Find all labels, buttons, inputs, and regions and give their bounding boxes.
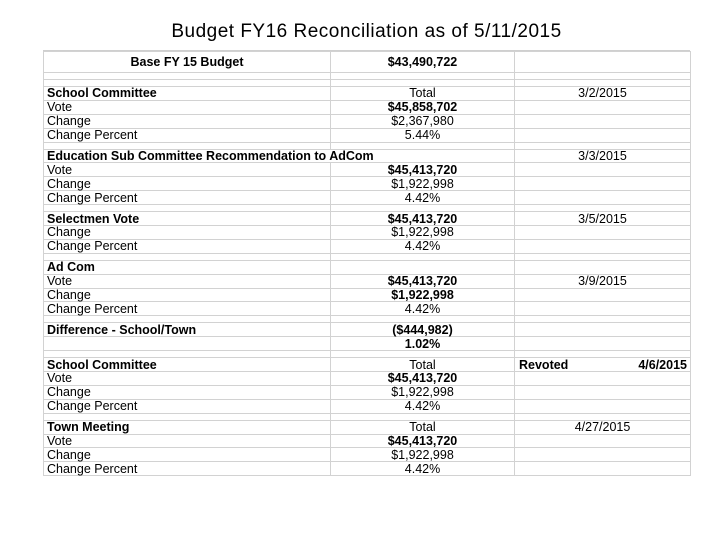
revoted-label: Revoted xyxy=(519,357,569,372)
row-date-cell[interactable]: 3/2/2015 xyxy=(515,87,691,101)
table-row xyxy=(44,149,691,163)
row-date-cell[interactable] xyxy=(515,399,691,413)
section-header-cell[interactable]: Difference - School/Town xyxy=(44,323,331,337)
table-row xyxy=(44,52,691,73)
row-date-cell[interactable] xyxy=(515,226,691,240)
row-date-cell[interactable] xyxy=(515,434,691,448)
row-label-cell[interactable]: Change xyxy=(44,226,331,240)
section-header-cell[interactable]: Education Sub Committee Recommendation to AdCom xyxy=(44,149,515,163)
row-label-cell[interactable]: Change xyxy=(44,114,331,128)
table-row xyxy=(44,100,691,114)
row-value-cell[interactable]: $1,922,998 xyxy=(331,288,515,302)
row-label-cell[interactable]: Change Percent xyxy=(44,239,331,253)
table-row xyxy=(44,434,691,448)
row-value-cell[interactable]: $1,922,998 xyxy=(331,177,515,191)
row-label-cell[interactable]: Change xyxy=(44,288,331,302)
table-row xyxy=(44,260,691,274)
row-value-cell[interactable]: Total xyxy=(331,358,515,372)
table-row xyxy=(44,142,691,149)
row-date-cell[interactable]: 3/3/2015 xyxy=(515,149,691,163)
row-value-cell[interactable]: $45,413,720 xyxy=(331,434,515,448)
empty-cell[interactable] xyxy=(331,142,515,149)
table-row xyxy=(44,372,691,386)
row-date-cell[interactable] xyxy=(515,100,691,114)
row-label-cell[interactable]: Vote xyxy=(44,274,331,288)
empty-cell[interactable] xyxy=(331,253,515,260)
row-date-cell[interactable] xyxy=(515,372,691,386)
row-value-cell[interactable]: Total xyxy=(331,87,515,101)
row-date-cell[interactable] xyxy=(515,337,691,351)
table-row xyxy=(44,337,691,351)
sheet-title: Budget FY16 Reconciliation as of 5/11/2015 xyxy=(43,14,690,51)
row-value-cell[interactable]: 4.42% xyxy=(331,302,515,316)
row-value-cell[interactable]: $45,413,720 xyxy=(331,212,515,226)
spreadsheet xyxy=(43,14,690,510)
table-row xyxy=(44,358,691,372)
table-row xyxy=(44,302,691,316)
table-row xyxy=(44,413,691,420)
table-row xyxy=(44,87,691,101)
table-row xyxy=(44,212,691,226)
empty-cell[interactable] xyxy=(331,413,515,420)
empty-cell[interactable] xyxy=(44,316,331,323)
row-value-cell[interactable]: 4.42% xyxy=(331,239,515,253)
section-header-cell[interactable]: Selectmen Vote xyxy=(44,212,331,226)
row-label-cell[interactable]: Change xyxy=(44,177,331,191)
table-row xyxy=(44,288,691,302)
table-row xyxy=(44,177,691,191)
table-row xyxy=(44,323,691,337)
row-date-cell[interactable] xyxy=(515,323,691,337)
row-date-cell[interactable] xyxy=(515,177,691,191)
table-row xyxy=(44,399,691,413)
table-row xyxy=(44,80,691,87)
empty-cell[interactable] xyxy=(331,80,515,87)
row-label-cell[interactable]: Change xyxy=(44,385,331,399)
empty-cell[interactable] xyxy=(515,413,691,420)
row-date-cell[interactable] xyxy=(515,448,691,462)
section-header-cell[interactable]: Ad Com xyxy=(44,260,331,274)
row-value-cell[interactable]: 4.42% xyxy=(331,191,515,205)
row-value-cell[interactable]: $45,858,702 xyxy=(331,100,515,114)
revoted-date: 4/6/2015 xyxy=(638,357,687,372)
row-value-cell[interactable]: 4.42% xyxy=(331,462,515,476)
table-row xyxy=(44,274,691,288)
row-date-cell[interactable] xyxy=(515,52,691,73)
empty-cell[interactable] xyxy=(515,80,691,87)
empty-cell[interactable] xyxy=(44,253,331,260)
table-row xyxy=(44,385,691,399)
row-value-cell[interactable]: $1,922,998 xyxy=(331,226,515,240)
table-row xyxy=(44,163,691,177)
row-value-cell[interactable]: $45,413,720 xyxy=(331,274,515,288)
empty-cell[interactable] xyxy=(44,73,331,80)
reconciliation-table xyxy=(43,51,691,476)
row-value-cell[interactable]: 1.02% xyxy=(331,337,515,351)
table-row xyxy=(44,448,691,462)
table-row xyxy=(44,191,691,205)
row-value-cell[interactable]: $43,490,722 xyxy=(331,52,515,73)
revoted-cell[interactable] xyxy=(515,358,691,372)
empty-cell[interactable] xyxy=(515,205,691,212)
table-row xyxy=(44,114,691,128)
section-header-cell[interactable]: School Committee xyxy=(44,358,331,372)
row-label-cell[interactable] xyxy=(44,337,331,351)
table-row xyxy=(44,253,691,260)
row-date-cell[interactable] xyxy=(515,191,691,205)
table-row xyxy=(44,239,691,253)
row-label-cell[interactable]: Change Percent xyxy=(44,128,331,142)
row-label-cell[interactable]: Vote xyxy=(44,434,331,448)
empty-cell[interactable] xyxy=(515,142,691,149)
empty-cell[interactable] xyxy=(515,351,691,358)
empty-cell[interactable] xyxy=(44,413,331,420)
empty-cell[interactable] xyxy=(331,351,515,358)
row-value-cell[interactable]: 5.44% xyxy=(331,128,515,142)
row-value-cell[interactable]: Total xyxy=(331,420,515,434)
row-value-cell[interactable]: ($444,982) xyxy=(331,323,515,337)
row-value-cell[interactable] xyxy=(331,260,515,274)
row-value-cell[interactable]: $1,922,998 xyxy=(331,385,515,399)
row-value-cell[interactable]: $1,922,998 xyxy=(331,448,515,462)
row-label-cell[interactable]: Base FY 15 Budget xyxy=(44,52,331,73)
row-value-cell[interactable]: $45,413,720 xyxy=(331,163,515,177)
row-date-cell[interactable] xyxy=(515,114,691,128)
row-date-cell[interactable] xyxy=(515,128,691,142)
empty-cell[interactable] xyxy=(515,316,691,323)
row-date-cell[interactable] xyxy=(515,462,691,476)
row-label-cell[interactable]: Change Percent xyxy=(44,462,331,476)
row-date-cell[interactable] xyxy=(515,163,691,177)
row-date-cell[interactable] xyxy=(515,302,691,316)
row-date-cell[interactable]: 3/9/2015 xyxy=(515,274,691,288)
table-row xyxy=(44,73,691,80)
row-value-cell[interactable]: $45,413,720 xyxy=(331,372,515,386)
row-label-cell[interactable]: Change xyxy=(44,448,331,462)
row-label-cell[interactable]: Vote xyxy=(44,100,331,114)
row-label-cell[interactable]: Change Percent xyxy=(44,399,331,413)
row-date-cell[interactable] xyxy=(515,385,691,399)
table-row xyxy=(44,205,691,212)
empty-cell[interactable] xyxy=(331,316,515,323)
empty-cell[interactable] xyxy=(44,351,331,358)
table-row xyxy=(44,462,691,476)
empty-cell[interactable] xyxy=(515,253,691,260)
row-date-cell[interactable]: 3/5/2015 xyxy=(515,212,691,226)
row-value-cell[interactable]: 4.42% xyxy=(331,399,515,413)
table-row xyxy=(44,128,691,142)
row-date-cell[interactable]: 4/27/2015 xyxy=(515,420,691,434)
empty-cell[interactable] xyxy=(44,205,331,212)
empty-cell[interactable] xyxy=(331,205,515,212)
empty-cell[interactable] xyxy=(44,80,331,87)
row-date-cell[interactable] xyxy=(515,260,691,274)
row-value-cell[interactable]: $2,367,980 xyxy=(331,114,515,128)
table-row xyxy=(44,351,691,358)
row-label-cell[interactable]: Vote xyxy=(44,372,331,386)
table-row xyxy=(44,226,691,240)
empty-cell[interactable] xyxy=(515,73,691,80)
row-label-cell[interactable]: Vote xyxy=(44,163,331,177)
section-header-cell[interactable]: School Committee xyxy=(44,87,331,101)
section-header-cell[interactable]: Town Meeting xyxy=(44,420,331,434)
row-label-cell[interactable]: Change Percent xyxy=(44,302,331,316)
empty-cell[interactable] xyxy=(331,73,515,80)
row-date-cell[interactable] xyxy=(515,239,691,253)
empty-cell[interactable] xyxy=(44,142,331,149)
row-date-cell[interactable] xyxy=(515,288,691,302)
table-row xyxy=(44,316,691,323)
row-label-cell[interactable]: Change Percent xyxy=(44,191,331,205)
table-row xyxy=(44,420,691,434)
